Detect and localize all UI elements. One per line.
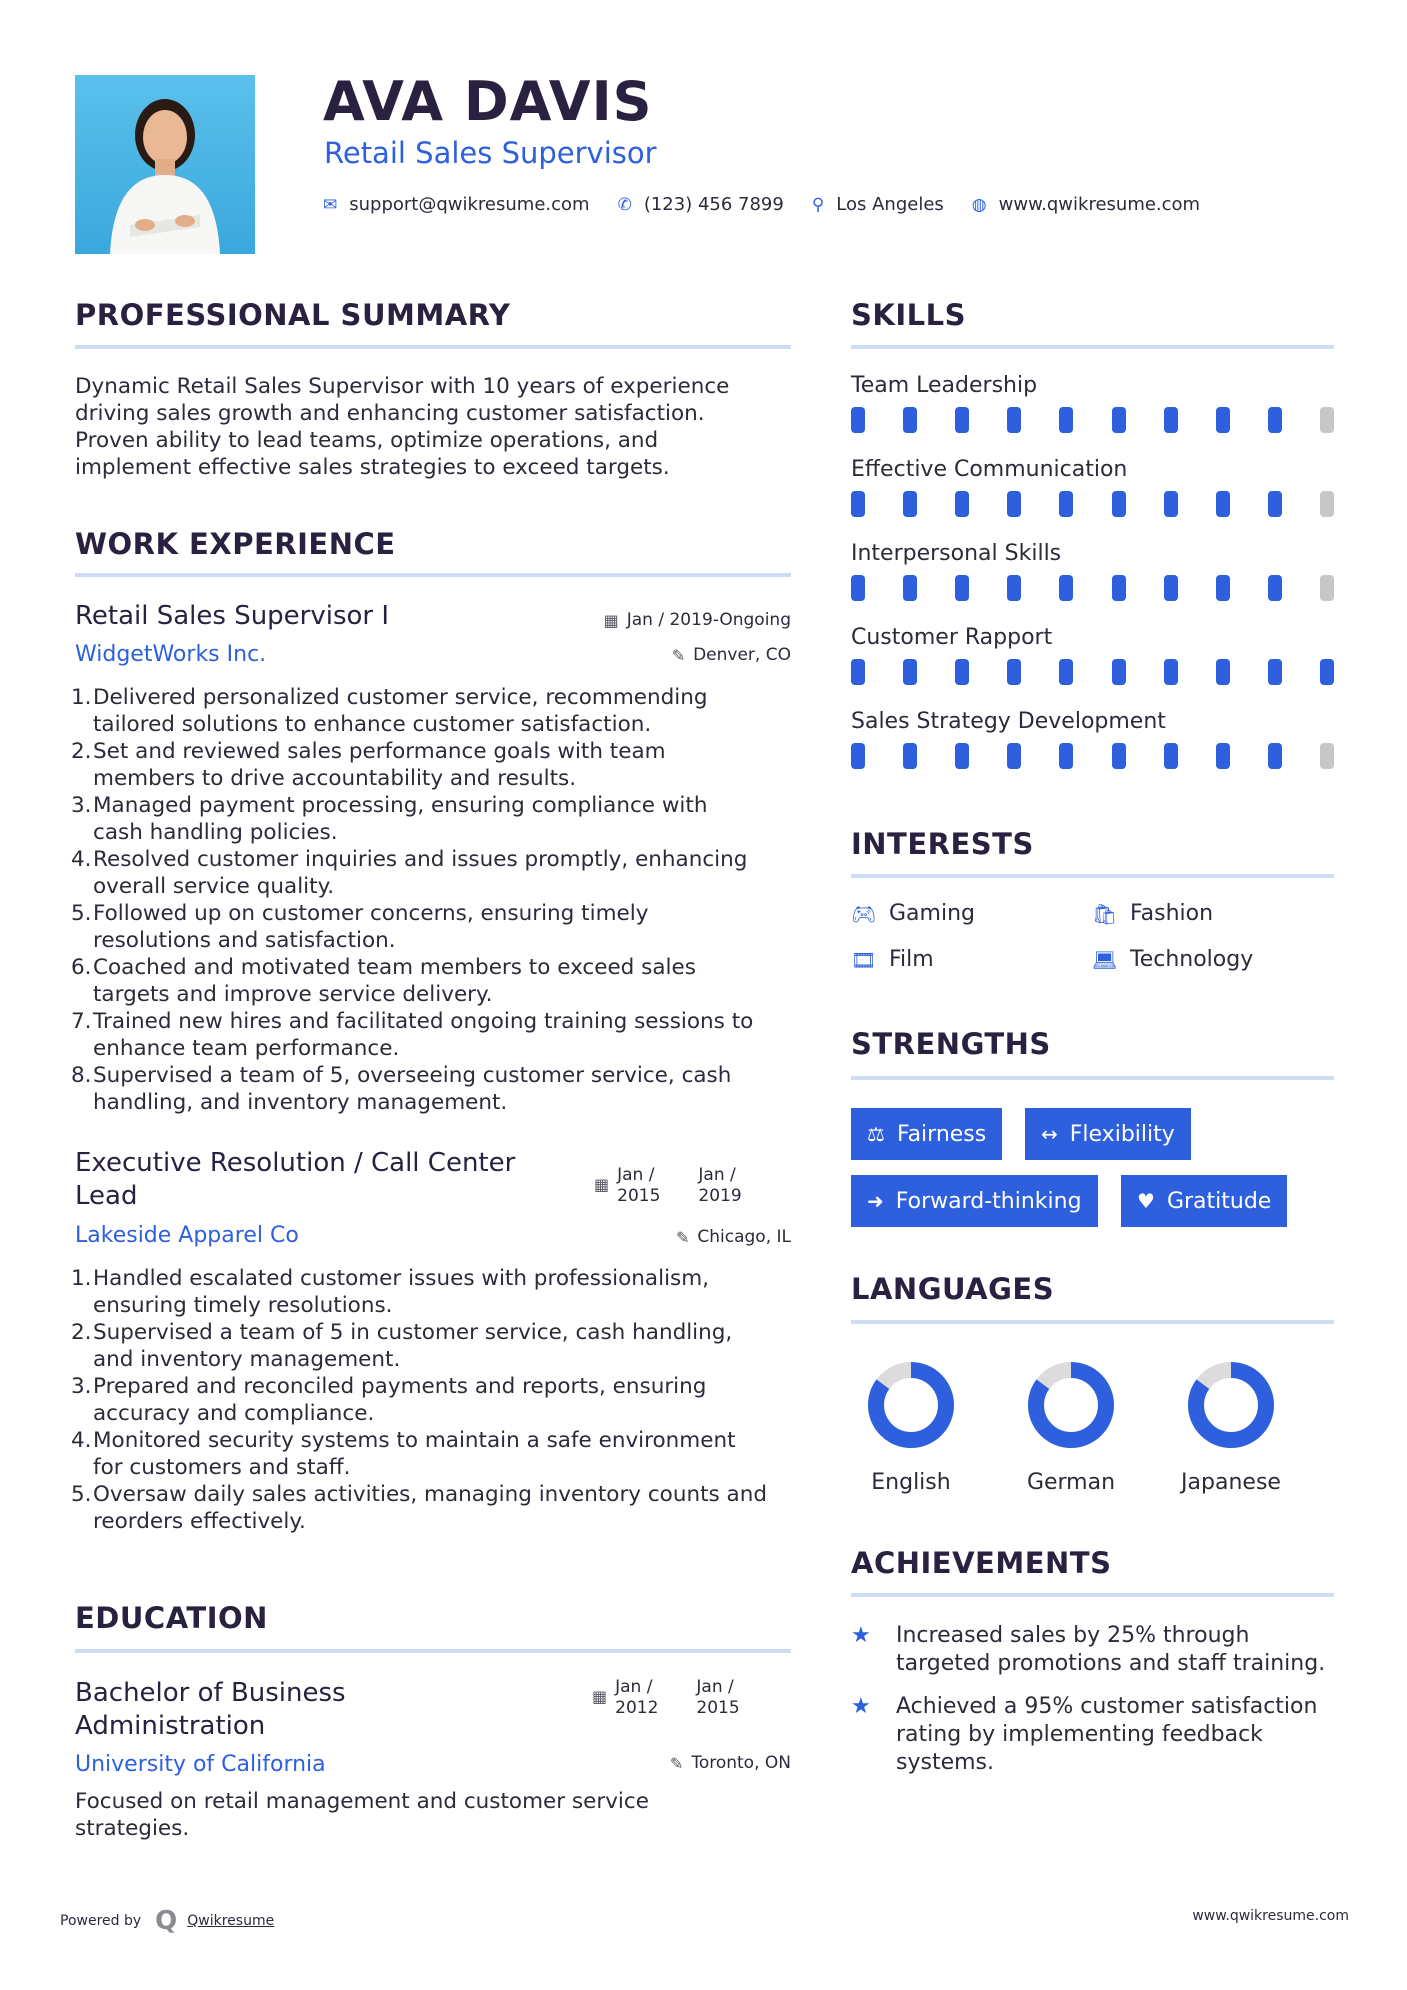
interest-item: 💻︎ Technology: [1092, 947, 1254, 972]
skill-level-dot: [955, 575, 969, 601]
star-icon: ★: [851, 1623, 871, 1648]
pin-icon: ✎: [671, 645, 686, 665]
skill-name: Team Leadership: [851, 373, 1038, 398]
job-date: ▦ Jan / 2015 Jan / 2019: [594, 1165, 742, 1206]
list-item: 7. Trained new hires and facilitated ongoing training sessions to enhance team performance.: [71, 1009, 754, 1061]
section-divider: [851, 345, 1334, 349]
language-item: [1166, 1360, 1296, 1495]
footer-url[interactable]: www.qwikresume.com: [1192, 1908, 1349, 1924]
summary-line: implement effective sales strategies to exceed targets.: [75, 455, 670, 480]
skill-level-dot: [1320, 743, 1334, 769]
language-item: [846, 1360, 976, 1495]
skill-level-dot: [1059, 491, 1073, 517]
job-duties: [71, 1265, 815, 1535]
skill-level-dot: [955, 407, 969, 433]
skill-level-dot: [851, 659, 865, 685]
interests-heading: INTERESTS: [851, 827, 1034, 861]
skills-heading: SKILLS: [851, 298, 966, 332]
experience-heading: WORK EXPERIENCE: [75, 527, 396, 561]
list-item: 1. Delivered personalized customer service, recommending tailored solutions to enhance customer satisfaction.: [71, 685, 708, 737]
skill-level-dot: [851, 575, 865, 601]
phone-icon: ✆: [617, 194, 632, 215]
skill-level-dot: [1059, 575, 1073, 601]
section-divider: [851, 874, 1334, 878]
section-divider: [75, 1649, 791, 1653]
skill-name: Sales Strategy Development: [851, 709, 1166, 734]
skill-level-dot: [1007, 575, 1021, 601]
skill-level-dot: [1164, 743, 1178, 769]
skill-level-dot: [1112, 575, 1126, 601]
language-name: German: [1026, 1470, 1116, 1495]
contact-website[interactable]: www.qwikresume.com: [998, 194, 1201, 215]
skill-level-dot: [1320, 659, 1334, 685]
job-location-text: Chicago, IL: [697, 1227, 791, 1247]
skill-level-dot: [1112, 491, 1126, 517]
skill-level-dot: [1268, 407, 1282, 433]
strength-tag: ♥ Gratitude: [1121, 1175, 1287, 1227]
skill-level-dot: [1112, 407, 1126, 433]
profile-photo: [75, 75, 255, 254]
skill-level-dot: [1112, 743, 1126, 769]
list-item: 1. Handled escalated customer issues with professionalism, ensuring timely resolutions.: [71, 1266, 710, 1318]
skills-list: [851, 373, 1334, 769]
mail-icon: ✉: [323, 194, 338, 215]
language-donut: [866, 1360, 956, 1450]
skill-level-dot: [1216, 743, 1230, 769]
skill-level-dot: [1216, 575, 1230, 601]
section-divider: [75, 345, 791, 349]
language-name: English: [871, 1470, 951, 1495]
interest-item: 🛍︎ Fashion: [1092, 901, 1214, 926]
skill-meter: [851, 743, 1334, 769]
skill-level-dot: [1268, 491, 1282, 517]
skill-level-dot: [1164, 575, 1178, 601]
strength-tag: ⚖ Fairness: [851, 1108, 1002, 1160]
skill-meter: [851, 407, 1334, 433]
section-divider: [851, 1320, 1334, 1324]
arrows-horizontal-icon: ↔: [1041, 1122, 1058, 1146]
candidate-role: Retail Sales Supervisor: [324, 136, 657, 170]
star-icon: ★: [851, 1694, 871, 1719]
skill-level-dot: [903, 407, 917, 433]
job-duties: [71, 684, 815, 1116]
contact-phone[interactable]: (123) 456 7899: [643, 194, 784, 215]
skill-level-dot: [1164, 659, 1178, 685]
contact-bar: [323, 194, 1228, 215]
laptop-icon: 💻︎: [1092, 947, 1118, 972]
section-divider: [851, 1593, 1334, 1597]
location-icon: ⚲: [811, 194, 825, 215]
summary-text: [75, 373, 791, 481]
skill-level-dot: [851, 407, 865, 433]
interest-item: 🎞︎ Film: [851, 947, 934, 972]
skill-level-dot: [903, 743, 917, 769]
skill-level-dot: [903, 491, 917, 517]
achievement-item: ★ Increased sales by 25% through targeted promotions and staff training.: [851, 1623, 1326, 1676]
balance-scale-icon: ⚖: [867, 1122, 885, 1146]
language-donut: [1186, 1360, 1276, 1450]
section-divider: [851, 1076, 1334, 1080]
skill-level-dot: [1059, 407, 1073, 433]
contact-location: Los Angeles: [836, 194, 944, 215]
job-title: Retail Sales Supervisor I: [75, 601, 390, 631]
skill-level-dot: [851, 743, 865, 769]
heart-icon: ♥: [1137, 1189, 1155, 1213]
job-location: [672, 645, 791, 665]
section-divider: [75, 573, 791, 577]
list-item: 4. Resolved customer inquiries and issues promptly, enhancing overall service quality.: [71, 847, 748, 899]
skill-level-dot: [955, 491, 969, 517]
list-item: 3. Managed payment processing, ensuring compliance with cash handling policies.: [71, 793, 708, 845]
education-date: ▦ Jan / 2012 Jan / 2015: [592, 1677, 740, 1718]
footer-brand-link[interactable]: Qwikresume: [187, 1913, 275, 1929]
skill-name: Effective Communication: [851, 457, 1128, 482]
job-date-text: Jan / 2019-Ongoing: [626, 610, 791, 630]
candidate-name: AVA DAVIS: [323, 70, 653, 133]
skill-level-dot: [1007, 407, 1021, 433]
strength-tag: ➜ Forward-thinking: [851, 1175, 1098, 1227]
skill-level-dot: [1268, 659, 1282, 685]
footer-powered: Powered by Q Qwikresume: [60, 1906, 275, 1936]
language-name: Japanese: [1181, 1470, 1281, 1495]
skill-level-dot: [1216, 659, 1230, 685]
job-location: [676, 1227, 791, 1247]
person-illustration: [75, 75, 255, 254]
languages-list: [846, 1360, 1296, 1495]
skill-meter: [851, 491, 1334, 517]
job-location-text: Denver, CO: [693, 645, 791, 665]
skill-level-dot: [1320, 491, 1334, 517]
list-item: 5. Oversaw daily sales activities, managing inventory counts and reorders effectively.: [71, 1482, 767, 1534]
degree-title: Bachelor of Business Administration: [75, 1678, 346, 1741]
calendar-icon: ▦: [592, 1687, 608, 1706]
skill-level-dot: [1320, 407, 1334, 433]
contact-email[interactable]: support@qwikresume.com: [349, 194, 590, 215]
skill-name: Customer Rapport: [851, 625, 1053, 650]
achievement-item: ★ Achieved a 95% customer satisfaction rating by implementing feedback systems.: [851, 1694, 1318, 1775]
skill-level-dot: [1112, 659, 1126, 685]
skill-level-dot: [1268, 743, 1282, 769]
skill-level-dot: [1164, 407, 1178, 433]
calendar-icon: ▦: [603, 610, 619, 630]
gamepad-icon: 🎮︎: [851, 901, 877, 926]
skill-level-dot: [1216, 407, 1230, 433]
skill-level-dot: [1007, 659, 1021, 685]
school-name: University of California: [75, 1752, 326, 1777]
skill-name: Interpersonal Skills: [851, 541, 1062, 566]
interest-item: 🎮︎ Gaming: [851, 901, 975, 926]
skill-level-dot: [1268, 575, 1282, 601]
list-item: 8. Supervised a team of 5, overseeing customer service, cash handling, and inventory management.: [71, 1063, 732, 1115]
skill-level-dot: [903, 575, 917, 601]
achievements-heading: ACHIEVEMENTS: [851, 1546, 1112, 1580]
film-icon: 🎞︎: [851, 947, 877, 972]
strength-tag: ↔ Flexibility: [1025, 1108, 1191, 1160]
languages-heading: LANGUAGES: [851, 1272, 1055, 1306]
skill-level-dot: [1059, 659, 1073, 685]
list-item: 4. Monitored security systems to maintain a safe environment for customers and staff.: [71, 1428, 736, 1480]
summary-line: Dynamic Retail Sales Supervisor with 10 years of experience: [75, 374, 730, 399]
skill-level-dot: [1216, 491, 1230, 517]
skill-level-dot: [1059, 743, 1073, 769]
list-item: 6. Coached and motivated team members to exceed sales targets and improve service delivery.: [71, 955, 696, 1007]
skill-level-dot: [1320, 575, 1334, 601]
skill-meter: [851, 575, 1334, 601]
education-location: ✎ Toronto, ON: [669, 1753, 791, 1773]
shopping-bag-icon: 🛍︎: [1092, 901, 1118, 926]
list-item: 2. Supervised a team of 5 in customer service, cash handling, and inventory management.: [71, 1320, 733, 1372]
summary-line: Proven ability to lead teams, optimize operations, and: [75, 428, 659, 453]
pin-icon: ✎: [675, 1227, 690, 1247]
skill-level-dot: [955, 743, 969, 769]
education-desc: Focused on retail management and customer service strategies.: [75, 1789, 649, 1841]
job-company: Lakeside Apparel Co: [75, 1223, 299, 1248]
skill-level-dot: [851, 491, 865, 517]
arrow-right-icon: ➜: [867, 1189, 884, 1213]
list-item: 2. Set and reviewed sales performance goals with team members to drive accountability and results.: [71, 739, 666, 791]
pin-icon: ✎: [669, 1753, 684, 1773]
qwikresume-logo-icon: Q: [155, 1906, 178, 1936]
summary-line: driving sales growth and enhancing customer satisfaction.: [75, 401, 705, 426]
skill-level-dot: [903, 659, 917, 685]
list-item: 3. Prepared and reconciled payments and reports, ensuring accuracy and compliance.: [71, 1374, 707, 1426]
skill-level-dot: [1007, 491, 1021, 517]
strengths-heading: STRENGTHS: [851, 1027, 1051, 1061]
globe-icon: ◍: [971, 194, 987, 215]
skill-level-dot: [1007, 743, 1021, 769]
job-company: WidgetWorks Inc.: [75, 642, 267, 667]
calendar-icon: ▦: [594, 1175, 610, 1194]
skill-level-dot: [955, 659, 969, 685]
skill-level-dot: [1164, 491, 1178, 517]
education-heading: EDUCATION: [75, 1601, 268, 1635]
job-title: Executive Resolution / Call Center Lead: [75, 1148, 516, 1211]
skill-meter: [851, 659, 1334, 685]
job-date: [604, 610, 791, 630]
summary-heading: PROFESSIONAL SUMMARY: [75, 298, 511, 332]
language-donut: [1026, 1360, 1116, 1450]
language-item: [1006, 1360, 1136, 1495]
list-item: 5. Followed up on customer concerns, ensuring timely resolutions and satisfaction.: [71, 901, 649, 953]
